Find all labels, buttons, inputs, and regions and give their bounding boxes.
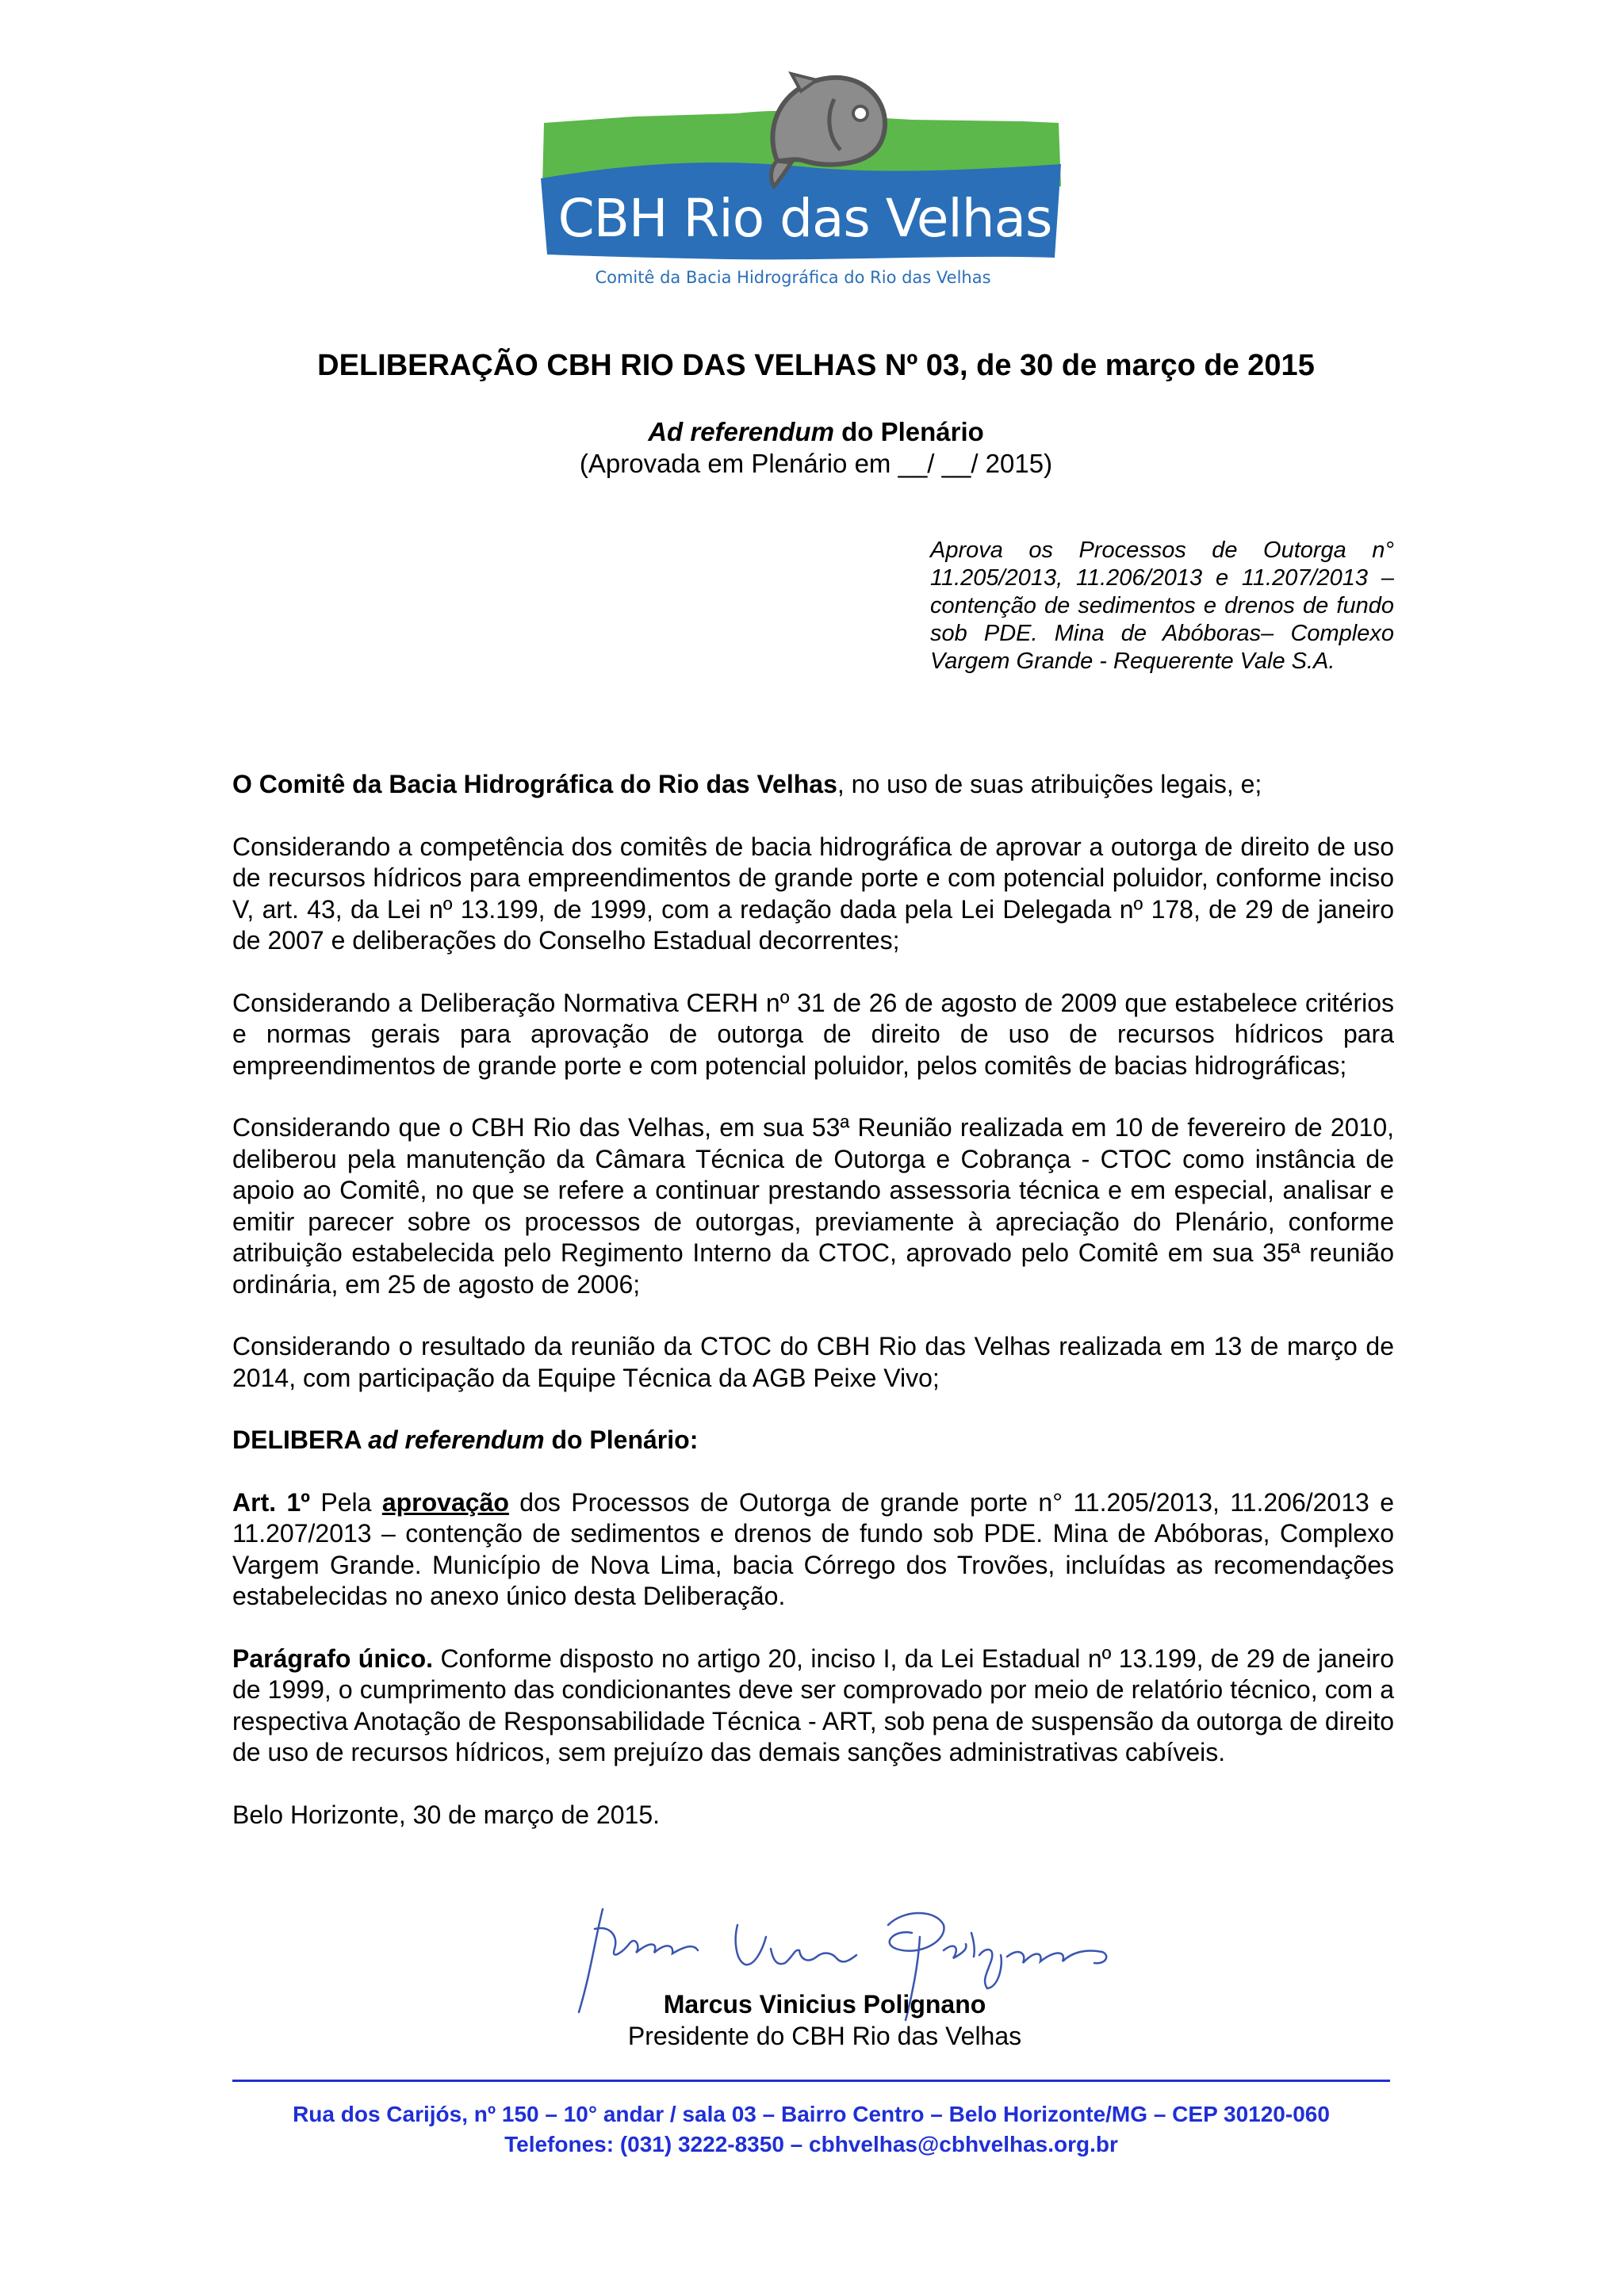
document-title: DELIBERAÇÃO CBH RIO DAS VELHAS Nº 03, de 30 de março de 2015 <box>317 349 1315 382</box>
committee-name: O Comitê da Bacia Hidrográfica do Rio das Velhas <box>232 770 837 798</box>
cbh-logo <box>539 67 1063 305</box>
delibera-rest: do Plenário: <box>544 1425 699 1454</box>
footer-divider <box>232 2080 1390 2082</box>
considerando-paragraph: Considerando a competência dos comitês de bacia hidrográfica de aprovar a outorga de direito de uso de recursos hídricos para empreendimentos de grande porte e com potencial poluidor, conforme inciso V, art. 43, da Lei nº 13.199, de 1999, com a redação dada pela Lei Delegada nº 178, de 29 de janeiro de 2007 e deliberações do Conselho Estadual decorrentes; <box>232 832 1394 955</box>
delibera-italic: ad referendum <box>368 1425 545 1454</box>
paragrafo-unico <box>232 1644 1394 1769</box>
signatory-role: Presidente do CBH Rio das Velhas <box>627 2022 1022 2050</box>
footer <box>232 2099 1390 2160</box>
ad-referendum-rest: do Plenário <box>833 417 984 446</box>
logo-name: CBH Rio das Velhas <box>557 188 1052 249</box>
approval-line: (Aprovada em Plenário em __/ __/ 2015) <box>579 449 1053 478</box>
ad-referendum-line <box>230 416 1402 448</box>
article-1-pre: Pela <box>309 1487 382 1517</box>
document-body <box>232 769 1394 1862</box>
considerando-paragraph: Considerando o resultado da reunião da CTOC do CBH Rio das Velhas realizada em 13 de março de 2014, com participação da Equipe Técnica da AGB Peixe Vivo; <box>232 1332 1394 1392</box>
footer-contact: Telefones: (031) 3222-8350 – cbhvelhas@cbhvelhas.org.br <box>504 2132 1118 2156</box>
article-1-label: Art. 1º <box>232 1487 310 1517</box>
subtitle-block <box>230 416 1402 480</box>
article-1-approval: aprovação <box>381 1487 509 1517</box>
ementa: Aprova os Processos de Outorga n° 11.205/2013, 11.206/2013 e 11.207/2013 – contenção de sedimentos e drenos de fundo sob PDE. Mina de Abóboras– Complexo Vargem Grande - Requerente Vale S.A. <box>930 538 1394 674</box>
intro-rest: , no uso de suas atribuições legais, e; <box>837 770 1262 798</box>
paragrafo-text: Conforme disposto no artigo 20, inciso I, da Lei Estadual nº 13.199, de 29 de janeiro de 1999, o cumprimento das condicionantes deve ser comprovado por meio de relatório técnico, com a respectiva Anotação de Responsabilidade Técnica - ART, sob pena de suspensão da outorga de direito de uso de recursos hídricos, sem prejuízo das demais sanções administrativas cabíveis. <box>232 1644 1395 1766</box>
intro-paragraph <box>232 769 1394 801</box>
article-1 <box>232 1487 1394 1613</box>
delibera-word: DELIBERA <box>232 1425 369 1454</box>
ad-referendum-italic: Ad referendum <box>648 417 834 446</box>
article-1-text: dos Processos de Outorga de grande porte n° 11.205/2013, 11.206/2013 e 11.207/2013 – contenção de sedimentos e drenos de fundo sob PDE. Mina de Abóboras, Complexo Vargem Grande. Município de Nova Lima, bacia Córrego dos Trovões, incluídas as recomendações estabelecidas no anexo único desta Deliberação. <box>232 1487 1394 1610</box>
paragrafo-label: Parágrafo único. <box>232 1644 434 1673</box>
closing-date: Belo Horizonte, 30 de março de 2015. <box>232 1800 660 1829</box>
considerando-paragraph: Considerando a Deliberação Normativa CERH nº 31 de 26 de agosto de 2009 que estabelece critérios e normas gerais para aprovação de outorga de direito de uso de recursos hídricos para empreendimentos de grande porte e com potencial poluidor, pelos comitês de bacias hidrográficas; <box>232 988 1394 1080</box>
signatory-name: Marcus Vinicius Polignano <box>663 1990 986 2019</box>
logo-subtitle: Comitê da Bacia Hidrográfica do Rio das Velhas <box>595 268 991 287</box>
footer-address: Rua dos Carijós, nº 150 – 10° andar / sala 03 – Bairro Centro – Belo Horizonte/MG – CEP 30120-060 <box>293 2102 1330 2126</box>
considerando-paragraph: Considerando que o CBH Rio das Velhas, em sua 53ª Reunião realizada em 10 de fevereiro de 2010, deliberou pela manutenção da Câmara Técnica de Outorga e Cobrança - CTOC como instância de apoio ao Comitê, no que se refere a continuar prestando assessoria técnica e em especial, analisar e emitir parecer sobre os processos de outorgas, previamente à apreciação do Plenário, conforme atribuição estabelecida pelo Regimento Interno da CTOC, aprovado pelo Comitê em sua 35ª reunião ordinária, em 25 de agosto de 2006; <box>232 1113 1394 1299</box>
delibera-heading <box>232 1425 1394 1456</box>
